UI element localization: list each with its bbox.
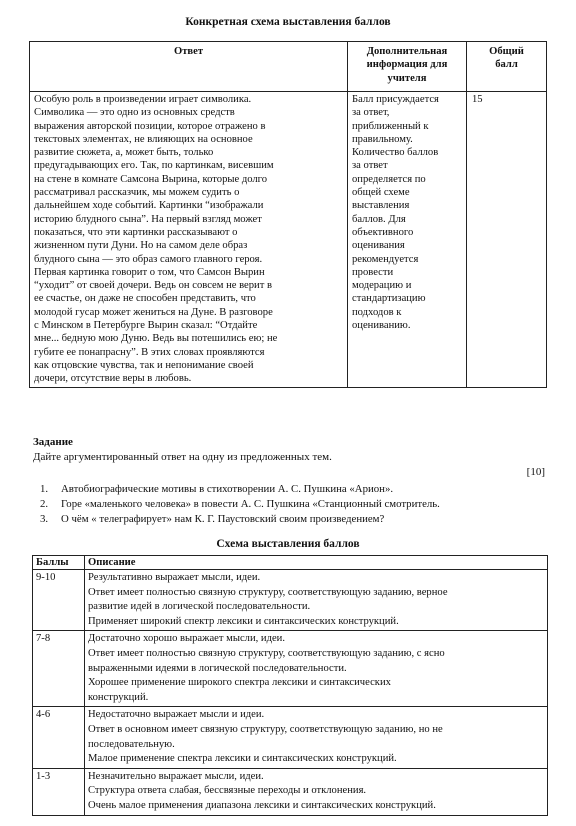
text-line: рекомендуется [352, 253, 419, 265]
text-line: мне... бедную мою Дуню. Ведь вы потешились ею; не [34, 333, 278, 345]
text-line: молодой гусар может жениться на Дуне. В разговоре [34, 306, 273, 318]
answer-scheme-table [29, 41, 547, 388]
text-line: на стене в комнате Самсона Вырина, которые долго [34, 173, 268, 185]
text-line: как отцовские чувства, так и непонимание своей [34, 359, 254, 371]
criteria-title: Схема выставления баллов [216, 538, 360, 550]
text-line: Достаточно хорошо выражает мысли, идеи. [88, 633, 285, 645]
topic-text: Горе «маленького человека» в повести А. С. Пушкина «Станционный смотритель. [61, 498, 440, 511]
text-line: выражения авторской позиции, которое отражено в [34, 120, 266, 132]
additional-info-header [348, 42, 467, 92]
text-line: показаться, что эти картинки рассказывают о [34, 226, 238, 238]
total-score-header [467, 42, 547, 92]
text-line: блудного сына — это образ самого главного героя. [34, 253, 263, 265]
text-line: Особую роль в произведении играет символика. [34, 94, 252, 105]
table-row [33, 768, 548, 815]
task-heading: Задание [33, 436, 73, 448]
text-line: последовательную. [88, 738, 175, 750]
table-header-row [33, 556, 548, 570]
text-line: подходов к [352, 306, 402, 318]
text-line: Результативно выражает мысли, идеи. [88, 572, 261, 583]
criteria-table [32, 555, 548, 816]
text-line: Применяет широкий спектр лексики и синтаксических конструкций. [88, 615, 399, 627]
answer-cell [30, 92, 348, 388]
score-header: Баллы [33, 556, 85, 570]
list-item [40, 512, 440, 527]
text-line: “уходит” от своей дочери. Ведь он совсем не верит в [34, 280, 272, 292]
text-line: Структура ответа слабая, бессвязные переходы и отклонения. [88, 785, 367, 797]
description-cell [85, 707, 548, 768]
text-line: Недостаточно выражает мысли и идеи. [88, 709, 265, 721]
text-line: оценивания [352, 240, 405, 252]
list-item [40, 497, 440, 512]
text-line: Ответ в основном имеет связную структуру, соответствующую заданию, но не [88, 723, 443, 735]
topic-number: 2. [40, 498, 49, 511]
score-cell: 1-3 [33, 768, 85, 815]
text-line: текстовых элементах, не влияющих на основное [34, 133, 253, 145]
text-line: выраженными идеями в логической последовательности. [88, 662, 347, 674]
text-line: Первая картинка говорит о том, что Самсон Вырин [34, 266, 265, 278]
text-line: Очень малое применения диапазона лексики и синтаксических конструкций. [88, 799, 436, 811]
text-line: предугадывающих его. Так, по картинкам, висевшим [34, 160, 274, 172]
text-line: ее счастье, он даже не способен представить, что [34, 293, 256, 305]
text-line: модерацию и [352, 280, 412, 292]
text-line: Малое применение спектра лексики и синтаксических конструкций. [88, 753, 397, 765]
header-line: Дополнительная [366, 46, 448, 57]
text-line: дочери, отсутствие веры в любовь. [34, 373, 192, 385]
description-cell [85, 631, 548, 707]
text-line: провести [352, 266, 394, 278]
topic-text: О чём « телеграфирует» нам К. Г. Паустовский своим произведением? [61, 513, 385, 526]
text-line: Символика — это одно из основных средств [34, 107, 235, 119]
text-line: объективного [352, 226, 414, 238]
text-line: общей схеме [352, 187, 410, 199]
topic-number: 3. [40, 513, 49, 526]
text-line: Балл присуждается [352, 94, 439, 105]
text-line: губите ее понапрасну”. В этих словах проявляются [34, 346, 265, 358]
text-line: за ответ [352, 160, 388, 172]
score-cell: 9-10 [33, 570, 85, 631]
task-points: [10] [526, 466, 545, 478]
text-line: за ответ, [352, 107, 390, 119]
text-line: историю блудного сына”. На первый взгляд может [34, 213, 262, 225]
text-line: оцениванию. [352, 320, 411, 332]
text-line: Незначительно выражает мысли, идеи. [88, 770, 264, 782]
teacher-info-cell [348, 92, 467, 388]
text-line: Количество баллов [352, 147, 439, 159]
header-line: учителя [387, 72, 427, 84]
topic-text: Автобиографические мотивы в стихотворении А. С. Пушкина «Арион». [61, 483, 394, 495]
text-line: рассматривал рассказчик, мы можем судить о [34, 187, 240, 199]
header-line: балл [495, 59, 518, 71]
topic-number: 1. [40, 483, 49, 495]
table-header-row [30, 42, 547, 92]
answer-header: Ответ [30, 42, 348, 92]
text-line: развитие сюжета, а, может быть, только [34, 147, 214, 159]
text-line: с Минском в Петербурге Вырин сказал: “Отдайте [34, 320, 258, 332]
total-score-cell: 15 [467, 92, 547, 388]
text-line: Хорошее применение широкого спектра лексики и синтаксических [88, 677, 391, 689]
text-line: дальнейшем ходе событий. Картинки “изображали [34, 200, 264, 212]
text-line: конструкций. [88, 691, 149, 703]
table-row [33, 631, 548, 707]
text-line: жизненном пути Дуни. Но на самом деле образ [34, 240, 248, 252]
score-cell: 4-6 [33, 707, 85, 768]
text-line: приближенный к [352, 120, 429, 132]
text-line: баллов. Для [352, 213, 406, 225]
scheme-title: Конкретная схема выставления баллов [185, 16, 391, 28]
text-line: развитие идей в логической последовательности. [88, 601, 311, 613]
description-cell [85, 768, 548, 815]
task-instruction: Дайте аргументированный ответ на одну из предложенных тем. [33, 451, 332, 463]
description-header: Описание [85, 556, 548, 570]
header-line: Общий [489, 46, 524, 57]
text-line: правильному. [352, 133, 413, 145]
topic-list [40, 482, 440, 528]
text-line: Ответ имеет полностью связную структуру, соответствующую заданию, с ясно [88, 647, 445, 659]
text-line: выставления [352, 200, 410, 212]
table-row [30, 92, 547, 388]
table-row [33, 707, 548, 768]
description-cell [85, 570, 548, 631]
text-line: стандартизацию [352, 293, 426, 305]
score-cell: 7-8 [33, 631, 85, 707]
text-line: определяется по [352, 173, 426, 185]
header-line: информация для [366, 59, 448, 71]
text-line: Ответ имеет полностью связную структуру, соответствующую заданию, верное [88, 586, 448, 598]
list-item [40, 482, 440, 497]
table-row [33, 570, 548, 631]
